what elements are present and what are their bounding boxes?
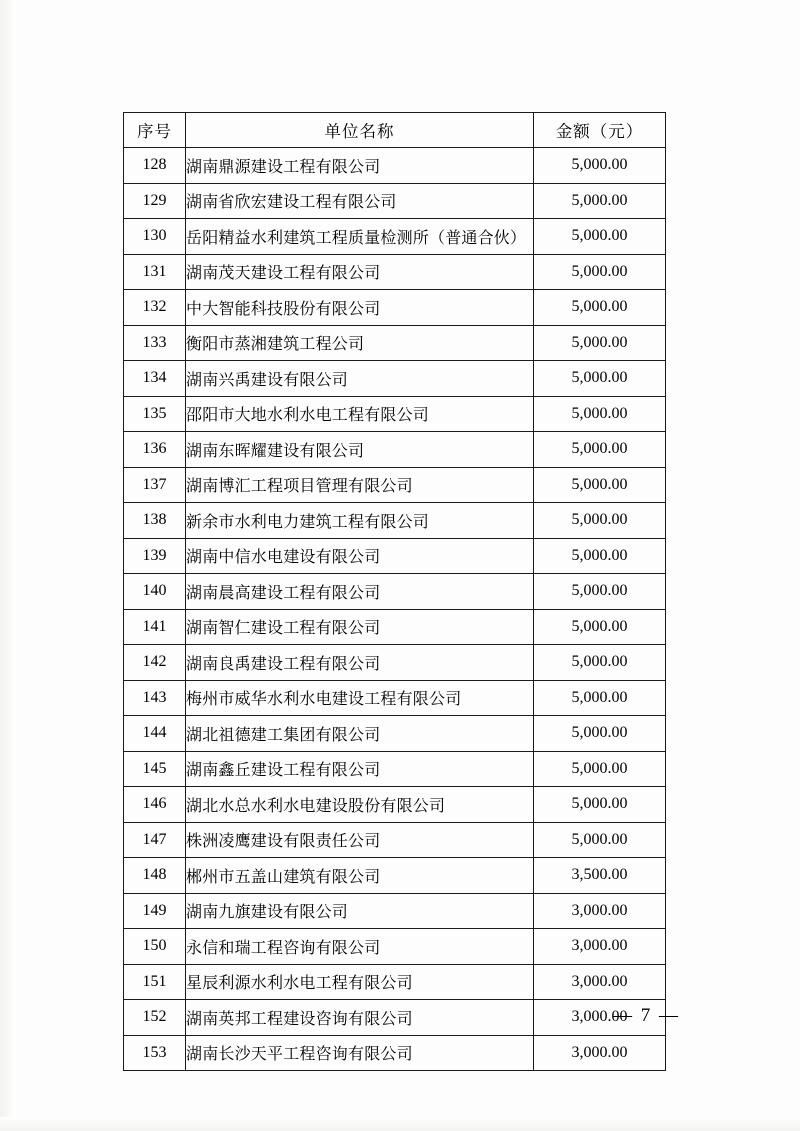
cell-amount: 5,000.00	[534, 183, 666, 219]
cell-name: 湖南长沙天平工程咨询有限公司	[186, 1035, 534, 1071]
cell-amount: 3,000.00	[534, 929, 666, 965]
cell-amount: 5,000.00	[534, 148, 666, 184]
cell-no: 128	[124, 148, 186, 184]
payment-list-table	[123, 112, 666, 1071]
table-body	[124, 148, 666, 1071]
table-row	[124, 1035, 666, 1071]
cell-amount: 3,500.00	[534, 858, 666, 894]
table-row	[124, 680, 666, 716]
column-header-amount: 金额（元）	[534, 113, 666, 148]
table-row	[124, 574, 666, 610]
table-row	[124, 751, 666, 787]
cell-amount: 5,000.00	[534, 396, 666, 432]
cell-amount: 5,000.00	[534, 716, 666, 752]
table-row	[124, 787, 666, 823]
cell-amount: 5,000.00	[534, 432, 666, 468]
cell-no: 141	[124, 609, 186, 645]
column-header-name: 单位名称	[186, 113, 534, 148]
table-row	[124, 183, 666, 219]
cell-no: 147	[124, 822, 186, 858]
cell-name: 湖北水总水利水电建设股份有限公司	[186, 787, 534, 823]
cell-no: 145	[124, 751, 186, 787]
cell-amount: 5,000.00	[534, 751, 666, 787]
cell-amount: 5,000.00	[534, 467, 666, 503]
cell-name: 永信和瑞工程咨询有限公司	[186, 929, 534, 965]
table-row	[124, 219, 666, 255]
cell-no: 132	[124, 290, 186, 326]
cell-name: 湖南鼎源建设工程有限公司	[186, 148, 534, 184]
cell-no: 149	[124, 893, 186, 929]
cell-no: 129	[124, 183, 186, 219]
table-row	[124, 893, 666, 929]
cell-name: 星辰利源水利水电工程有限公司	[186, 964, 534, 1000]
table-row	[124, 432, 666, 468]
cell-name: 郴州市五盖山建筑有限公司	[186, 858, 534, 894]
table-row	[124, 361, 666, 397]
table-row	[124, 290, 666, 326]
cell-no: 143	[124, 680, 186, 716]
scan-edge-left	[0, 0, 16, 1131]
scan-edge-bottom	[0, 1117, 800, 1131]
cell-no: 151	[124, 964, 186, 1000]
column-header-no: 序号	[124, 113, 186, 148]
table-row	[124, 538, 666, 574]
cell-amount: 5,000.00	[534, 609, 666, 645]
cell-no: 153	[124, 1035, 186, 1071]
cell-name: 衡阳市蒸湘建筑工程公司	[186, 325, 534, 361]
cell-amount: 5,000.00	[534, 787, 666, 823]
cell-name: 中大智能科技股份有限公司	[186, 290, 534, 326]
table-row	[124, 467, 666, 503]
cell-amount: 5,000.00	[534, 254, 666, 290]
table-row	[124, 929, 666, 965]
cell-amount: 3,000.00	[534, 1000, 666, 1036]
cell-name: 湖南智仁建设工程有限公司	[186, 609, 534, 645]
cell-no: 144	[124, 716, 186, 752]
table-row	[124, 325, 666, 361]
cell-amount: 3,000.00	[534, 1035, 666, 1071]
cell-amount: 5,000.00	[534, 538, 666, 574]
cell-no: 142	[124, 645, 186, 681]
cell-amount: 5,000.00	[534, 325, 666, 361]
cell-amount: 5,000.00	[534, 645, 666, 681]
table-row	[124, 148, 666, 184]
cell-no: 138	[124, 503, 186, 539]
cell-name: 湖南东晖耀建设有限公司	[186, 432, 534, 468]
table-row	[124, 716, 666, 752]
cell-amount: 5,000.00	[534, 680, 666, 716]
cell-no: 150	[124, 929, 186, 965]
cell-amount: 5,000.00	[534, 503, 666, 539]
cell-no: 148	[124, 858, 186, 894]
cell-no: 137	[124, 467, 186, 503]
table-header-row	[124, 113, 666, 148]
cell-name: 湖南晨高建设工程有限公司	[186, 574, 534, 610]
cell-no: 139	[124, 538, 186, 574]
cell-no: 130	[124, 219, 186, 255]
cell-no: 134	[124, 361, 186, 397]
cell-name: 湖南茂天建设工程有限公司	[186, 254, 534, 290]
cell-name: 邵阳市大地水利水电工程有限公司	[186, 396, 534, 432]
cell-no: 140	[124, 574, 186, 610]
cell-name: 湖南中信水电建设有限公司	[186, 538, 534, 574]
table-row	[124, 822, 666, 858]
table-row	[124, 858, 666, 894]
table-row	[124, 609, 666, 645]
table-row	[124, 503, 666, 539]
cell-no: 136	[124, 432, 186, 468]
cell-name: 湖南良禹建设工程有限公司	[186, 645, 534, 681]
cell-name: 湖南九旗建设有限公司	[186, 893, 534, 929]
cell-amount: 3,000.00	[534, 964, 666, 1000]
cell-amount: 5,000.00	[534, 219, 666, 255]
cell-name: 湖南鑫丘建设工程有限公司	[186, 751, 534, 787]
cell-amount: 3,000.00	[534, 893, 666, 929]
table-row	[124, 254, 666, 290]
cell-name: 新余市水利电力建筑工程有限公司	[186, 503, 534, 539]
page-number: — 7 —	[613, 1005, 680, 1026]
cell-no: 152	[124, 1000, 186, 1036]
cell-amount: 5,000.00	[534, 574, 666, 610]
table-row	[124, 396, 666, 432]
cell-no: 131	[124, 254, 186, 290]
table-row	[124, 964, 666, 1000]
cell-no: 133	[124, 325, 186, 361]
cell-name: 株洲凌鹰建设有限责任公司	[186, 822, 534, 858]
cell-name: 梅州市威华水利水电建设工程有限公司	[186, 680, 534, 716]
cell-name: 湖南省欣宏建设工程有限公司	[186, 183, 534, 219]
cell-amount: 5,000.00	[534, 290, 666, 326]
table-row	[124, 645, 666, 681]
cell-name: 岳阳精益水利建筑工程质量检测所（普通合伙）	[186, 219, 534, 255]
cell-name: 湖南博汇工程项目管理有限公司	[186, 467, 534, 503]
cell-name: 湖南英邦工程建设咨询有限公司	[186, 1000, 534, 1036]
cell-name: 湖北祖德建工集团有限公司	[186, 716, 534, 752]
cell-amount: 5,000.00	[534, 822, 666, 858]
cell-name: 湖南兴禹建设有限公司	[186, 361, 534, 397]
cell-no: 146	[124, 787, 186, 823]
cell-amount: 5,000.00	[534, 361, 666, 397]
cell-no: 135	[124, 396, 186, 432]
